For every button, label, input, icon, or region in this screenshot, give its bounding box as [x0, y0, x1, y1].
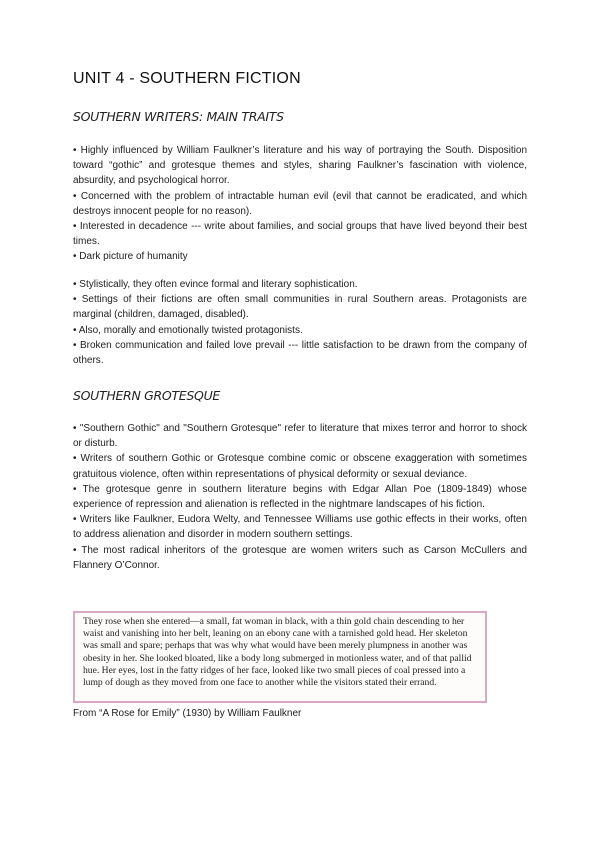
list-item: • Highly influenced by William Faulkner’s literature and his way of portraying the South. Disposition toward “gothic” and grotesque themes and styles, sharing Faulkner’s fascination with violence, absurdity, and psychological horror. — [73, 145, 527, 187]
list-item: • Stylistically, they often evince formal and literary sophistication. — [73, 279, 358, 290]
list-item: • Also, morally and emotionally twisted protagonists. — [73, 324, 303, 336]
quote-excerpt-box — [73, 611, 487, 703]
traits-list-2 — [73, 277, 527, 368]
page-title: UNIT 4 - SOUTHERN FICTION — [73, 70, 301, 87]
list-item: • Broken communication and failed love prevail --- little satisfaction to be drawn from the company of others. — [73, 339, 527, 367]
list-item: • Interested in decadence --- write about families, and social groups that have lived beyond their best times. — [73, 221, 527, 248]
traits-list-1 — [73, 143, 527, 265]
list-item: • The grotesque genre in southern literature begins with Edgar Allan Poe (1809-1849) whose experience of repression and alienation is reflected in the nightmare landscapes of his fiction. — [73, 483, 527, 511]
list-item: • Settings of their fictions are often small communities in rural Southern areas. Protagonists are marginal (children, damaged, disabled). — [73, 294, 527, 321]
list-item: • Writers of southern Gothic or Grotesque combine comic or obscene exaggeration with sometimes gratuitous violence, often within representations of physical deformity or sexual deviance. — [73, 453, 527, 480]
list-item: • Dark picture of humanity — [73, 251, 188, 263]
list-item: • The most radical inheritors of the grotesque are women writers such as Carson McCullers and Flannery O’Connor. — [73, 544, 527, 571]
grotesque-list — [73, 421, 527, 573]
quote-text: They rose when she entered—a small, fat woman in black, with a thin gold chain descending to her waist and vanishing into her belt, leaning on an ebony cane with a tarnished gold head. Her skeleton was small and spare; perhaps that was why what would have been merely plumpness in another was obesity in her. She looked bloated, like a body long submerged in motionless water, and of that pallid hue. Her eyes, lost in the fatty ridges of her face, looked like two small pieces of coal pressed into a lump of dough as they moved from one face to another while the visitors stated their errand. — [83, 616, 472, 689]
section-heading-southern-grotesque: SOUTHERN GROTESQUE — [73, 388, 221, 403]
list-item: • Writers like Faulkner, Eudora Welty, and Tennessee Williams use gothic effects in their works, often to address alienation and disorder in modern southern settings. — [73, 514, 527, 541]
quote-caption: From “A Rose for Emily” (1930) by William Faulkner — [73, 708, 302, 719]
list-item: • "Southern Gothic" and "Southern Grotesque" refer to literature that mixes terror and horror to shock or disturb. — [73, 423, 527, 450]
section-heading-southern-writers: SOUTHERN WRITERS: MAIN TRAITS — [73, 109, 284, 124]
list-item: • Concerned with the problem of intractable human evil (evil that cannot be eradicated, and which destroys innocent people for no reason). — [73, 190, 527, 217]
